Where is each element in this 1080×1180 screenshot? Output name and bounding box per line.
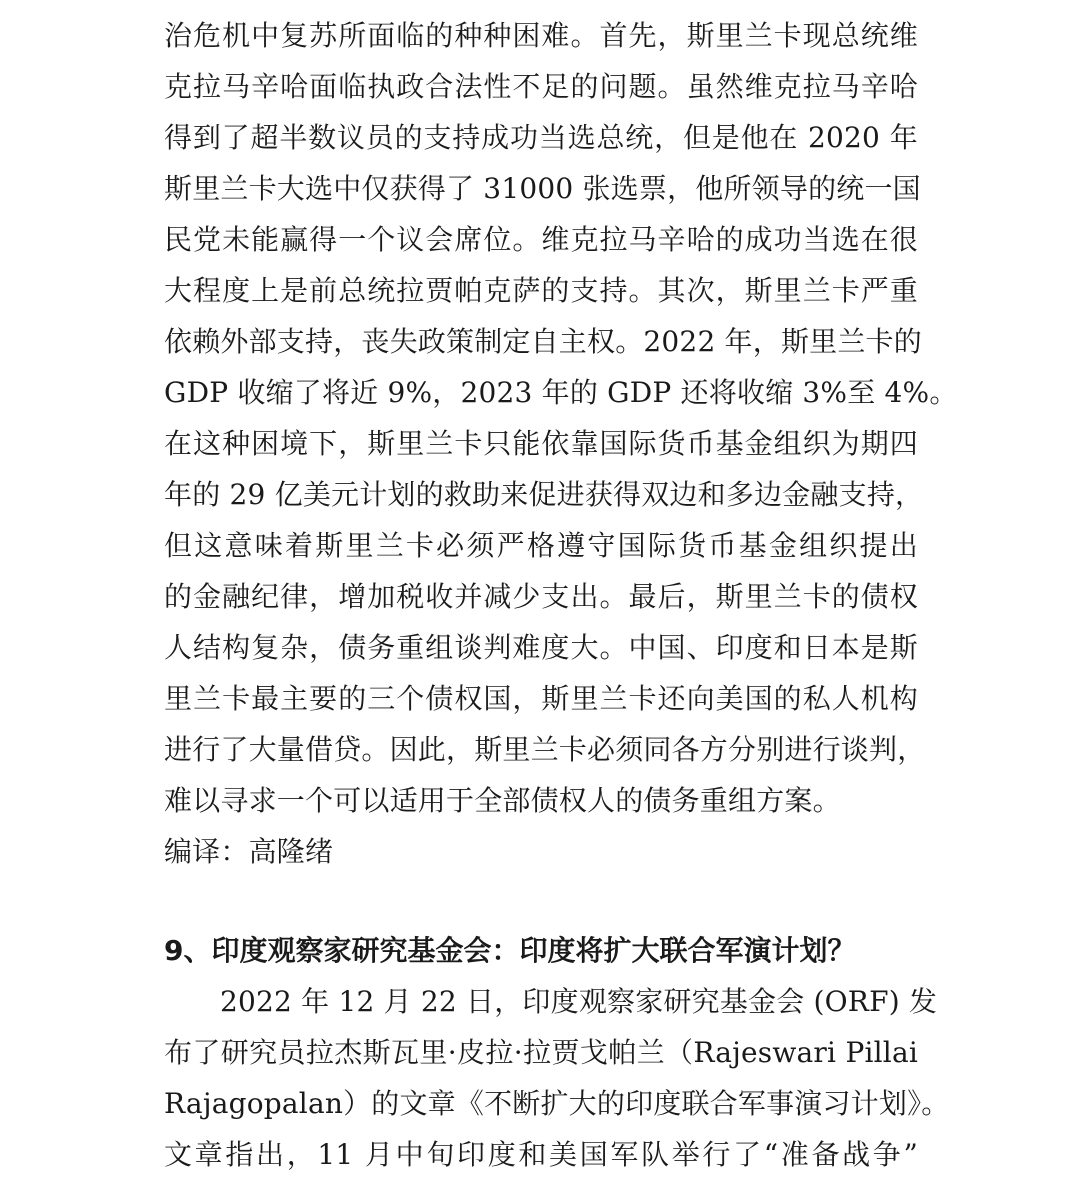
text-line: 治危机中复苏所面临的种种困难。首先，斯里兰卡现总统维	[164, 19, 918, 52]
paragraph-debt-restructuring	[164, 10, 958, 877]
text-line: 人结构复杂，债务重组谈判难度大。中国、印度和日本是斯	[164, 631, 918, 664]
text-line: GDP 收缩了将近 9%，2023 年的 GDP 还将收缩 3%至 4%。	[164, 376, 958, 409]
text-line: 民党未能赢得一个议会席位。维克拉马辛哈的成功当选在很	[164, 223, 918, 256]
compiler-credit: 编译：高隆绪	[164, 835, 334, 868]
text-line: 文章指出，11 月中旬印度和美国军队举行了“准备战争”	[164, 1138, 918, 1171]
text-line: 年的 29 亿美元计划的救助来促进获得双边和多边金融支持，	[164, 478, 924, 511]
text-line: 依赖外部支持，丧失政策制定自主权。2022 年，斯里兰卡的	[164, 325, 922, 358]
text-line: 难以寻求一个可以适用于全部债权人的债务重组方案。	[164, 784, 841, 817]
text-line: 但这意味着斯里兰卡必须严格遵守国际货币基金组织提出	[164, 529, 918, 562]
text-line: 得到了超半数议员的支持成功当选总统，但是他在 2020 年	[164, 121, 918, 154]
paragraph-joint-exercises	[164, 976, 950, 1180]
text-line: 布了研究员拉杰斯瓦里·皮拉·拉贾戈帕兰（Rajeswari Pillai	[164, 1036, 918, 1069]
section-heading: 9、印度观察家研究基金会：印度将扩大联合军演计划？	[164, 934, 856, 967]
text-line: 克拉马辛哈面临执政合法性不足的问题。虽然维克拉马辛哈	[164, 70, 918, 103]
text-line: 斯里兰卡大选中仅获得了 31000 张选票，他所领导的统一国	[164, 172, 921, 205]
text-line: 大程度上是前总统拉贾帕克萨的支持。其次，斯里兰卡严重	[164, 274, 918, 307]
text-line: Rajagopalan）的文章《不断扩大的印度联合军事演习计划》。	[164, 1087, 950, 1120]
text-line: 在这种困境下，斯里兰卡只能依靠国际货币基金组织为期四	[164, 427, 918, 460]
text-line: 里兰卡最主要的三个债权国，斯里兰卡还向美国的私人机构	[164, 682, 918, 715]
text-line: 进行了大量借贷。因此，斯里兰卡必须同各方分别进行谈判，	[164, 733, 926, 766]
text-line: 2022 年 12 月 22 日，印度观察家研究基金会 (ORF) 发	[220, 985, 938, 1018]
text-line: 的金融纪律，增加税收并减少支出。最后，斯里兰卡的债权	[164, 580, 918, 613]
